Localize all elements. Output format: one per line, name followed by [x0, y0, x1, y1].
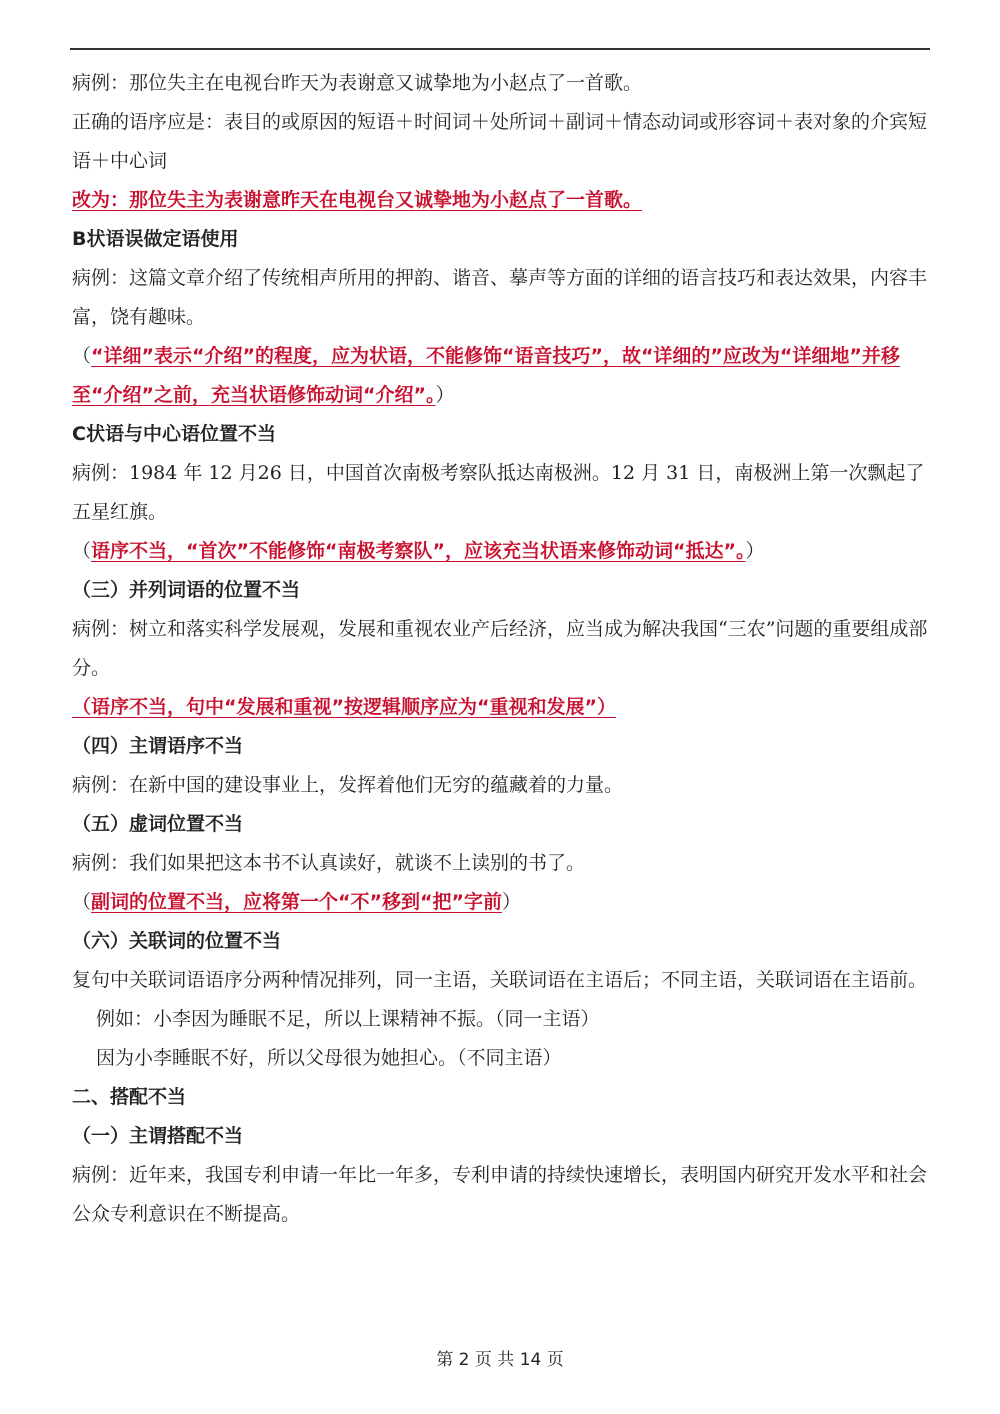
page-number: 第 2 页 共 14 页: [436, 1350, 564, 1370]
section-heading-6: （六）关联词的位置不当: [72, 930, 282, 952]
explanation-text: 复句中关联词语语序分两种情况排列，同一主语，关联词语在主语后；不同主语，关联词语在主语前。: [72, 969, 928, 991]
example-sentence: 病例：这篇文章介绍了传统相声所用的押韵、谐音、摹声等方面的详细的语言技巧和表达效果，内容丰富，饶有趣味。: [72, 267, 928, 328]
section-heading-c: C状语与中心语位置不当: [72, 423, 276, 445]
example-sentence: 病例：我们如果把这本书不认真读好，就谈不上读别的书了。: [72, 852, 586, 874]
correction-note: （“详细”表示“介绍”的程度，应为状语，不能修饰“语音技巧”，故“详细的”应改为“详细地”并移至“介绍”之前，充当状语修饰动词“介绍”。）: [72, 345, 900, 406]
section-heading-4: （四）主谓语序不当: [72, 735, 244, 757]
section-heading-3: （三）并列词语的位置不当: [72, 579, 301, 601]
correction-text: 改为：那位失主为表谢意昨天在电视台又诚挚地为小赵点了一首歌。: [72, 189, 643, 211]
example-sentence: 病例：1984 年 12 月26 日，中国首次南极考察队抵达南极洲。12 月 31 日，南极洲上第一次飘起了五星红旗。: [72, 462, 925, 523]
example-sentence: 病例：那位失主在电视台昨天为表谢意又诚挚地为小赵点了一首歌。: [72, 72, 643, 94]
section-heading-b: B状语误做定语使用: [72, 228, 239, 250]
correction-note: （副词的位置不当，应将第一个“不”移到“把”字前）: [72, 891, 521, 913]
rule-explanation: 正确的语序应是：表目的或原因的短语＋时间词＋处所词＋副词＋情态动词或形容词＋表对象的介宾短语＋中心词: [72, 111, 928, 172]
example-sentence: 病例：在新中国的建设事业上，发挥着他们无穷的蕴藏着的力量。: [72, 774, 624, 796]
section-heading-5: （五）虚词位置不当: [72, 813, 244, 835]
chapter-heading: 二、搭配不当: [72, 1086, 187, 1108]
header-rule: [70, 48, 930, 50]
example-sentence: 例如：小李因为睡眠不足，所以上课精神不振。（同一主语）: [96, 1008, 600, 1030]
section-heading-two-1: （一）主谓搭配不当: [72, 1125, 244, 1147]
example-sentence: 病例：树立和落实科学发展观，发展和重视农业产后经济，应当成为解决我国“三农”问题的重要组成部分。: [72, 618, 928, 679]
correction-note: （语序不当，句中“发展和重视”按逻辑顺序应为“重视和发展”）: [72, 696, 616, 718]
example-sentence: 病例：近年来，我国专利申请一年比一年多，专利申请的持续快速增长，表明国内研究开发水平和社会公众专利意识在不断提高。: [72, 1164, 928, 1225]
correction-note: （语序不当，“首次”不能修饰“南极考察队”，应该充当状语来修饰动词“抵达”。）: [72, 540, 765, 562]
example-sentence: 因为小李睡眠不好，所以父母很为她担心。（不同主语）: [96, 1047, 562, 1069]
page-body: [72, 64, 932, 1234]
